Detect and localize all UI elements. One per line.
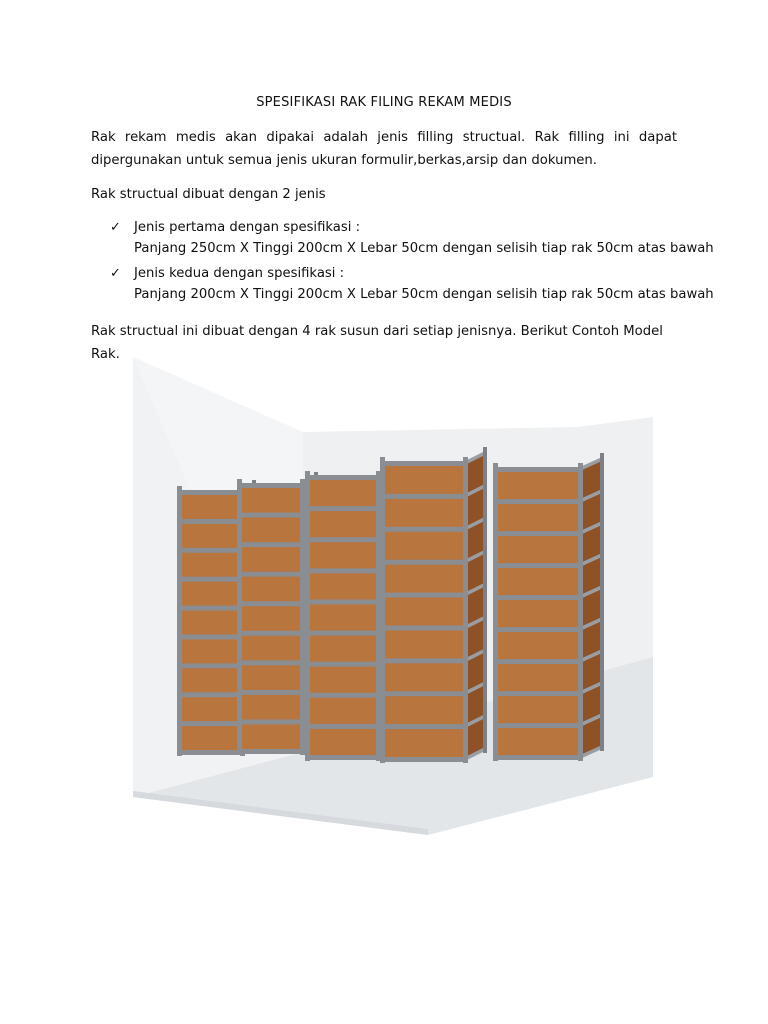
rack-back-panel xyxy=(496,469,580,757)
rack-shelf xyxy=(381,691,467,696)
rack-shelf xyxy=(178,663,244,668)
rack-shelf xyxy=(381,625,467,630)
rack-shelf xyxy=(381,724,467,729)
rack-shelf xyxy=(494,595,582,600)
document-title: SPESIFIKASI RAK FILING REKAM MEDIS xyxy=(256,95,512,110)
rack-shelf xyxy=(306,631,380,636)
type-label: Jenis kedua dengan spesifikasi : xyxy=(134,266,345,281)
rack-shelf xyxy=(238,719,304,724)
rack-shelf xyxy=(381,494,467,499)
rack-shelf xyxy=(238,690,304,695)
rack-shelf xyxy=(238,542,304,547)
rack-shelf xyxy=(381,461,467,466)
rack-shelf xyxy=(178,750,244,755)
rack-side-panel xyxy=(580,459,602,757)
rack-shelf xyxy=(238,513,304,518)
rack-shelf xyxy=(494,531,582,536)
rack-post xyxy=(578,463,583,761)
shelving-rack-image xyxy=(128,357,660,837)
rack-back-panel xyxy=(180,492,242,752)
type-list-item xyxy=(110,217,714,259)
check-icon: ✓ xyxy=(110,220,121,235)
rack-shelf xyxy=(494,755,582,760)
rack-shelf xyxy=(178,721,244,726)
rack-post xyxy=(177,486,182,756)
rack-shelf xyxy=(306,506,380,511)
type-spec: Panjang 250cm X Tinggi 200cm X Lebar 50cm dengan selisih tiap rak 50cm atas bawah xyxy=(134,241,714,256)
rack-shelf xyxy=(178,548,244,553)
type-spec: Panjang 200cm X Tinggi 200cm X Lebar 50cm dengan selisih tiap rak 50cm atas bawah xyxy=(134,287,714,302)
rack-shelf xyxy=(306,475,380,480)
rack-post xyxy=(380,457,385,763)
rack-shelf xyxy=(494,691,582,696)
rack-shelf xyxy=(178,490,244,495)
rack-shelf xyxy=(306,599,380,604)
rack-shelf xyxy=(238,572,304,577)
rack-post xyxy=(305,471,310,761)
rack-shelf xyxy=(178,634,244,639)
rack-shelf xyxy=(178,577,244,582)
rack-back-panel xyxy=(383,463,465,759)
type-list-item xyxy=(110,263,714,305)
rack-shelf xyxy=(306,693,380,698)
rack-shelf xyxy=(306,724,380,729)
rack-back-panel xyxy=(240,485,302,751)
rack-shelf xyxy=(306,755,380,760)
type-label: Jenis pertama dengan spesifikasi : xyxy=(134,220,361,235)
rack-shelf xyxy=(381,560,467,565)
rack-shelf xyxy=(381,658,467,663)
rack-shelf xyxy=(494,467,582,472)
types-intro-paragraph: Rak structual dibuat dengan 2 jenis xyxy=(91,187,326,202)
rack-shelf xyxy=(178,519,244,524)
rack-shelf xyxy=(494,499,582,504)
rack-post xyxy=(237,479,242,755)
rack-shelf xyxy=(494,723,582,728)
rack-shelf xyxy=(306,537,380,542)
rack-post xyxy=(600,453,604,751)
rack-shelf xyxy=(381,757,467,762)
rack-post xyxy=(463,457,468,763)
rack-post xyxy=(483,447,487,753)
rack-shelf xyxy=(494,563,582,568)
rack-shelf xyxy=(238,601,304,606)
shelving-rack-illustration xyxy=(128,357,660,837)
rack-shelf xyxy=(238,631,304,636)
rack-shelf xyxy=(238,660,304,665)
rack-shelf xyxy=(381,527,467,532)
rack-post xyxy=(300,479,305,755)
check-icon: ✓ xyxy=(110,266,121,281)
rack-post xyxy=(493,463,498,761)
rack-shelf xyxy=(238,483,304,488)
rack-shelf xyxy=(306,662,380,667)
rack-shelf xyxy=(238,749,304,754)
rack-shelf xyxy=(381,593,467,598)
rack-shelf xyxy=(306,568,380,573)
rack-shelf xyxy=(494,659,582,664)
rack-shelf xyxy=(494,627,582,632)
rack-shelf xyxy=(178,692,244,697)
rack-shelf xyxy=(178,606,244,611)
rack-back-panel xyxy=(308,477,378,757)
closing-paragraph: Rak structual ini dibuat dengan 4 rak susun dari setiap jenisnya. Berikut Contoh Model Rak. xyxy=(91,324,663,362)
intro-paragraph: Rak rekam medis akan dipakai adalah jenis filling structual. Rak filling ini dapat dipergunakan untuk semua jenis ukuran formulir,berkas,arsip dan dokumen. xyxy=(91,130,677,168)
